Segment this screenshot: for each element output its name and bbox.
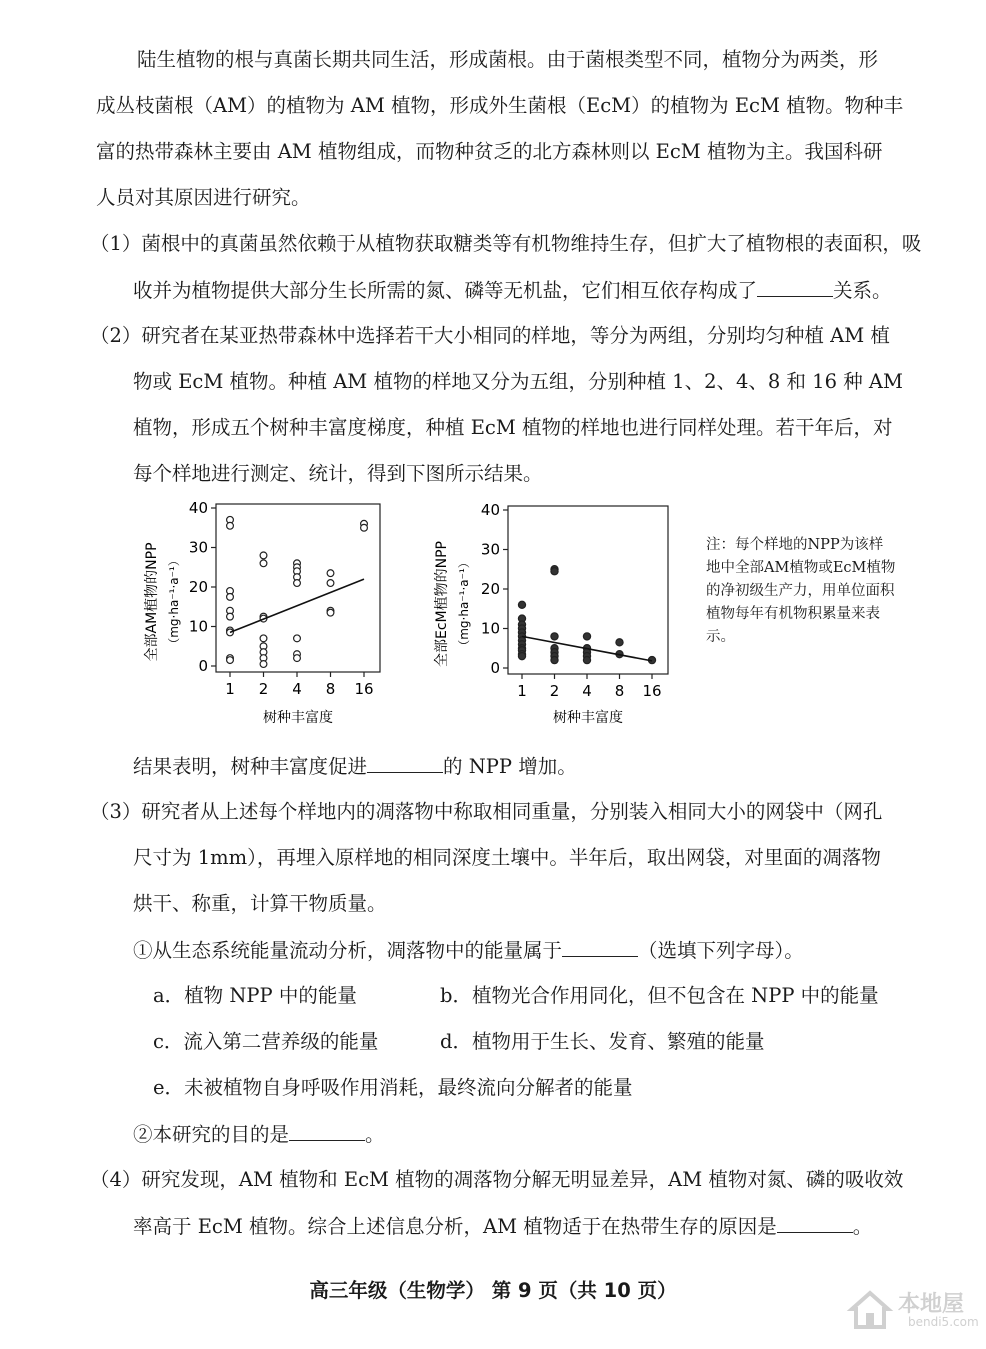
watermark-sub-text: bendi5.com	[908, 1315, 979, 1329]
am-xtick-label: 8	[325, 680, 336, 698]
watermark	[844, 1285, 979, 1335]
am-xlabel: 树种丰富度	[263, 710, 333, 726]
am-data-point	[260, 552, 267, 559]
q4-text-post: 。	[852, 1215, 873, 1238]
q2-line-3: 植物，形成五个树种丰富度梯度，种植 EcM 植物的样地也进行同样处理。若干年后，对	[133, 416, 893, 439]
am-ytick-label: 0	[198, 657, 208, 675]
am-data-point	[294, 635, 301, 642]
ecm-data-point	[518, 653, 525, 660]
am-data-point	[361, 524, 368, 531]
house-logo-icon	[846, 1285, 894, 1333]
ecm-npp-scatter-chart	[420, 492, 680, 732]
am-xtick-label: 1	[225, 680, 235, 698]
ecm-data-point	[583, 633, 590, 640]
q2-line-2: 物或 EcM 植物。种植 AM 植物的样地又分为五组，分别种植 1、2、4、8 和 16 种 AM	[133, 370, 903, 393]
am-data-point	[294, 655, 301, 662]
q1-line-2	[133, 278, 892, 303]
q4-line-1: （4）研究发现，AM 植物和 EcM 植物的凋落物分解无明显差异，AM 植物对氮、磷的吸收效	[90, 1168, 904, 1191]
ecm-ytick-label: 30	[480, 540, 500, 559]
am-data-point	[227, 613, 234, 620]
intro-line-1: 陆生植物的根与真菌长期共同生活，形成菌根。由于菌根类型不同，植物分为两类，形	[137, 48, 879, 71]
am-trend-line	[230, 579, 364, 632]
am-data-point	[260, 661, 267, 668]
ecm-ytick-label: 10	[480, 619, 500, 638]
q3-sub2-post: 。	[365, 1123, 385, 1146]
ecm-ylabel-line-2: （mg·ha⁻¹·a⁻¹）	[457, 556, 471, 652]
am-data-point	[260, 560, 267, 567]
am-xtick-label: 4	[292, 680, 302, 698]
q3-sub2-line	[133, 1122, 385, 1147]
q3-sub1-pre: ①从生态系统能量流动分析，凋落物中的能量属于	[133, 939, 563, 962]
ecm-ytick-label: 40	[480, 501, 500, 519]
q2-line-1: （2）研究者在某亚热带森林中选择若干大小相同的样地，等分为两组，分别均匀种植 AM 植	[90, 324, 890, 347]
q4-text-pre: 率高于 EcM 植物。综合上述信息分析，AM 植物适于在热带生存的原因是	[133, 1215, 777, 1238]
q2-line-4: 每个样地进行测定、统计，得到下图所示结果。	[133, 462, 543, 485]
q1-line-1: （1）菌根中的真菌虽然依赖于从植物获取糖类等有机物维持生存，但扩大了植物根的表面积，吸	[90, 232, 922, 255]
ecm-data-point	[551, 657, 558, 664]
ecm-data-point	[518, 601, 525, 608]
q3-line-1: （3）研究者从上述每个样地内的凋落物中称取相同重量，分别装入相同大小的网袋中（网孔	[90, 800, 883, 823]
am-ytick-label: 30	[188, 538, 208, 557]
ecm-data-point	[583, 657, 590, 664]
ecm-xtick-label: 16	[642, 682, 662, 700]
option-d: d．植物用于生长、发育、繁殖的能量	[440, 1030, 765, 1053]
am-ytick-label: 20	[188, 578, 208, 596]
ecm-data-point	[551, 633, 558, 640]
ecm-xtick-label: 8	[614, 682, 625, 700]
ecm-xtick-label: 2	[549, 682, 560, 700]
am-data-point	[227, 657, 234, 664]
am-data-point	[294, 580, 301, 587]
am-ytick-label: 10	[188, 617, 208, 636]
am-data-point	[227, 593, 234, 600]
q3-sub1-line	[133, 938, 804, 963]
ecm-ytick-label: 20	[480, 580, 500, 598]
am-npp-scatter-chart	[130, 490, 390, 730]
option-b: b．植物光合作用同化，但不包含在 NPP 中的能量	[440, 984, 879, 1007]
am-ylabel-line-1: 全部AM植物的NPP	[144, 542, 160, 662]
ecm-data-point	[616, 639, 623, 646]
intro-line-2: 成丛枝菌根（AM）的植物为 AM 植物，形成外生菌根（EcM）的植物为 EcM 植物。物种丰	[96, 94, 904, 117]
q3-sub2-answer-blank[interactable]	[289, 1122, 365, 1141]
am-data-point	[327, 570, 334, 577]
q1-text-post: 关系。	[833, 279, 892, 302]
intro-line-3: 富的热带森林主要由 AM 植物组成，而物种贫乏的北方森林则以 EcM 植物为主。我国科研	[96, 140, 883, 163]
q3-sub2-pre: ②本研究的目的是	[133, 1123, 290, 1146]
intro-line-4: 人员对其原因进行研究。	[96, 186, 311, 209]
am-plot-frame	[216, 504, 380, 672]
q2-result-line	[133, 754, 577, 779]
q3-line-3: 烘干、称重，计算干物质量。	[133, 892, 387, 915]
ecm-xtick-label: 1	[517, 682, 527, 700]
page-footer: 高三年级（生物学） 第 9 页（共 10 页）	[309, 1279, 677, 1302]
am-data-point	[227, 629, 234, 636]
am-data-point	[327, 580, 334, 587]
q2-answer-blank[interactable]	[367, 754, 443, 773]
q4-answer-blank[interactable]	[777, 1214, 853, 1233]
q4-line-2	[133, 1214, 872, 1239]
ecm-xtick-label: 4	[582, 682, 592, 700]
ecm-ytick-label: 0	[490, 659, 500, 677]
q3-sub1-post: （选填下列字母）。	[638, 939, 804, 962]
option-c: c．流入第二营养级的能量	[153, 1030, 379, 1053]
watermark-main-text: 本地屋	[898, 1292, 965, 1317]
ecm-ylabel-line-1: 全部EcM植物的NPP	[434, 541, 450, 667]
q2-result-post: 的 NPP 增加。	[443, 755, 577, 778]
am-data-point	[227, 522, 234, 529]
chart-note: 注：每个样地的NPP为该样地中全部AM植物或EcM植物的净初级生产力，用单位面积植物每年有机物积累量来表示。	[706, 537, 896, 645]
am-data-point	[260, 635, 267, 642]
q3-sub1-answer-blank[interactable]	[562, 938, 638, 957]
q3-line-2: 尺寸为 1mm），再埋入原样地的相同深度土壤中。半年后，取出网袋，对里面的凋落物	[133, 846, 881, 869]
am-xtick-label: 2	[258, 680, 269, 698]
am-data-point	[327, 609, 334, 616]
q1-text-pre: 收并为植物提供大部分生长所需的氮、磷等无机盐，它们相互依存构成了	[133, 279, 758, 302]
q2-result-pre: 结果表明，树种丰富度促进	[133, 755, 368, 778]
q1-answer-blank[interactable]	[757, 278, 833, 297]
am-ytick-label: 40	[188, 499, 208, 517]
ecm-data-point	[551, 568, 558, 575]
option-e: e．未被植物自身呼吸作用消耗，最终流向分解者的能量	[153, 1076, 633, 1099]
ecm-xlabel: 树种丰富度	[553, 710, 623, 726]
am-ylabel-line-2: （mg·ha⁻¹·a⁻¹）	[167, 554, 181, 650]
option-a: a．植物 NPP 中的能量	[153, 984, 357, 1007]
am-xtick-label: 16	[354, 680, 374, 698]
